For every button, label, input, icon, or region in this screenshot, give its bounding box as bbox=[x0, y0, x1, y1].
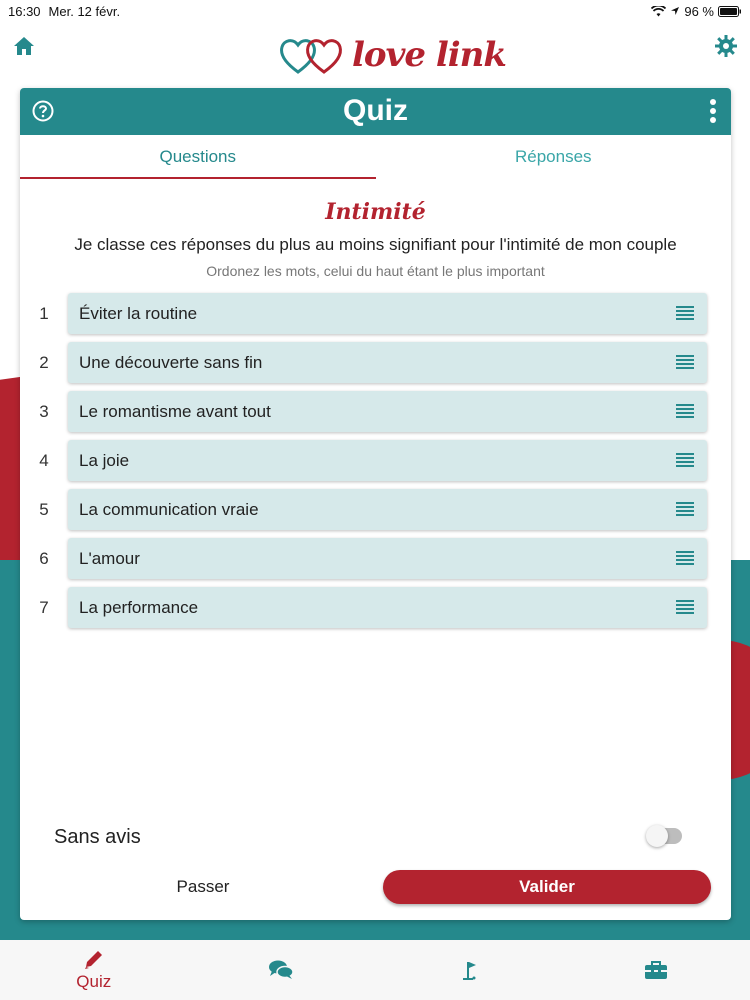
wifi-icon bbox=[651, 6, 666, 17]
tab-questions[interactable]: Questions bbox=[20, 135, 376, 179]
rank-number: 4 bbox=[39, 450, 49, 470]
battery-percent: 96 % bbox=[684, 3, 714, 19]
ranking-item[interactable] bbox=[68, 293, 707, 334]
list-item bbox=[20, 338, 731, 387]
ranking-item[interactable] bbox=[68, 391, 707, 432]
rank-number: 7 bbox=[39, 597, 49, 617]
drag-handle-icon[interactable] bbox=[676, 551, 694, 565]
item-label: La joie bbox=[79, 450, 130, 470]
chat-icon bbox=[268, 959, 294, 981]
drag-handle-icon[interactable] bbox=[676, 306, 694, 320]
sans-avis-toggle[interactable] bbox=[648, 828, 682, 844]
top-bar bbox=[0, 22, 750, 88]
drag-handle-icon[interactable] bbox=[676, 502, 694, 516]
ranking-item[interactable] bbox=[68, 489, 707, 530]
drag-handle-icon[interactable] bbox=[676, 404, 694, 418]
ranking-item[interactable] bbox=[68, 587, 707, 628]
rank-number: 6 bbox=[39, 548, 49, 568]
list-item bbox=[20, 289, 731, 338]
skip-button[interactable]: Passer bbox=[150, 870, 256, 904]
toolbox-icon bbox=[643, 959, 669, 981]
item-label: Une découverte sans fin bbox=[79, 352, 263, 372]
ranking-item[interactable] bbox=[68, 538, 707, 579]
home-icon[interactable] bbox=[12, 34, 36, 58]
ranking-item[interactable] bbox=[68, 342, 707, 383]
toggle-knob bbox=[646, 825, 668, 847]
status-date: Mer. 12 févr. bbox=[48, 3, 121, 19]
list-item bbox=[20, 534, 731, 583]
status-bar bbox=[0, 0, 750, 22]
question-text: Je classe ces réponses du plus au moins signifiant pour l'intimité de mon couple bbox=[74, 235, 677, 254]
validate-button[interactable]: Valider bbox=[383, 870, 711, 904]
item-label: Éviter la routine bbox=[79, 303, 198, 323]
item-label: La communication vraie bbox=[79, 499, 259, 519]
bottom-nav bbox=[0, 940, 750, 1000]
ranking-item[interactable] bbox=[68, 440, 707, 481]
list-item bbox=[20, 387, 731, 436]
battery-icon bbox=[718, 6, 742, 17]
hearts-logo-icon bbox=[278, 34, 348, 76]
app-logo bbox=[278, 32, 506, 78]
list-item bbox=[20, 436, 731, 485]
ranking-list bbox=[20, 289, 731, 632]
nav-item-quiz[interactable] bbox=[0, 940, 188, 1000]
page-title: Quiz bbox=[343, 94, 408, 127]
list-item bbox=[20, 485, 731, 534]
status-right bbox=[651, 4, 742, 19]
card-header bbox=[20, 88, 731, 135]
rank-number: 1 bbox=[39, 303, 49, 323]
nav-label-quiz: Quiz bbox=[76, 972, 112, 991]
list-item bbox=[20, 583, 731, 632]
logo-text: love link bbox=[352, 35, 506, 75]
quiz-card bbox=[20, 88, 731, 920]
rank-number: 3 bbox=[39, 401, 49, 421]
drag-handle-icon[interactable] bbox=[676, 600, 694, 614]
drag-handle-icon[interactable] bbox=[676, 355, 694, 369]
flag-icon bbox=[456, 959, 482, 981]
more-vertical-icon[interactable] bbox=[709, 99, 717, 123]
hint-text: Ordonez les mots, celui du haut étant le plus important bbox=[206, 263, 545, 279]
tab-bar bbox=[20, 135, 731, 179]
drag-handle-icon[interactable] bbox=[676, 453, 694, 467]
tab-reponses[interactable]: Réponses bbox=[514, 147, 592, 166]
item-label: Le romantisme avant tout bbox=[79, 401, 271, 421]
item-label: L'amour bbox=[79, 548, 140, 568]
location-icon bbox=[670, 6, 680, 16]
sans-avis-label: Sans avis bbox=[54, 826, 141, 848]
rank-number: 2 bbox=[39, 352, 49, 372]
nav-item-chat[interactable] bbox=[188, 940, 376, 1000]
status-time: 16:30 bbox=[8, 3, 41, 19]
section-title: Intimité bbox=[325, 199, 426, 225]
nav-item-toolbox[interactable] bbox=[563, 940, 750, 1000]
gear-icon[interactable] bbox=[714, 34, 738, 58]
nav-item-challenges[interactable] bbox=[375, 940, 563, 1000]
item-label: La performance bbox=[79, 597, 199, 617]
rank-number: 5 bbox=[39, 499, 49, 519]
pencil-icon bbox=[81, 948, 107, 970]
